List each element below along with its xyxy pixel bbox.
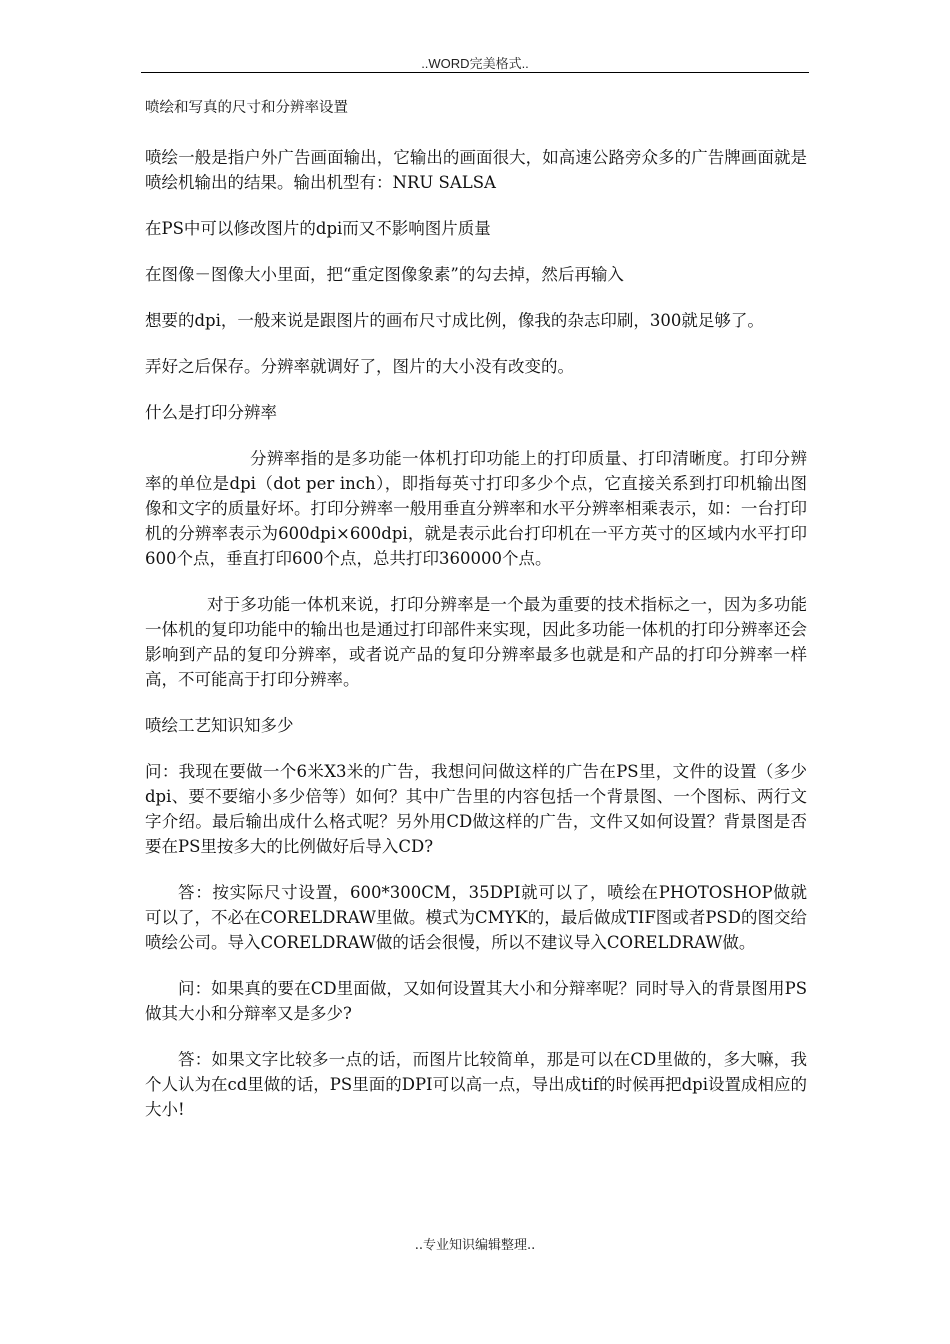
- paragraph-answer-1: 答：按实际尺寸设置，600*300CM，35DPI就可以了，喷绘在PHOTOSHOP做就可以了，不必在CORELDRAW里做。模式为CMYK的，最后做成TIF图或者PSD的图交给喷绘公司。导入CORELDRAW做的话会很慢，所以不建议导入CORELDRAW做。: [145, 883, 807, 952]
- paragraph-resolution-importance: 对于多功能一体机来说，打印分辨率是一个最为重要的技术指标之一，因为多功能一体机的复印功能中的输出也是通过打印部件来实现，因此多功能一体机的打印分辨率还会影响到产品的复印分辨率，或者说产品的复印分辨率最多也就是和产品的打印分辨率一样高，不可能高于打印分辨率。: [145, 595, 807, 689]
- paragraph-desired-dpi: 想要的dpi，一般来说是跟图片的画布尺寸成比例，像我的杂志印刷，300就足够了。: [145, 311, 764, 330]
- document-body: [145, 98, 807, 1122]
- document-title: 喷绘和写真的尺寸和分辨率设置: [145, 100, 348, 116]
- section-heading-print-resolution: 什么是打印分辨率: [145, 403, 277, 422]
- page-header: ..WORD完美格式..: [421, 56, 529, 71]
- header-divider: [141, 72, 809, 73]
- page-footer: ..专业知识编辑整理..: [414, 1238, 536, 1253]
- paragraph-question-1: 问：我现在要做一个6米X3米的广告，我想问问做这样的广告在PS里，文件的设置（多少dpi、要不要缩小多少倍等）如何？其中广告里的内容包括一个背景图、一个图标、两行文字介绍。最后输出成什么格式呢？另外用CD做这样的广告，文件又如何设置？背景图是否要在PS里按多大的比例做好后导入CD?: [145, 762, 807, 856]
- paragraph-resolution-definition: 分辨率指的是多功能一体机打印功能上的打印质量、打印清晰度。打印分辨率的单位是dpi（dot per inch），即指每英寸打印多少个点，它直接关系到打印机输出图像和文字的质量好坏。打印分辨率一般用垂直分辨率和水平分辨率相乘表示，如：一台打印机的分辨率表示为600dpi×600dpi，就是表示此台打印机在一平方英寸的区域内水平打印600个点，垂直打印600个点，总共打印360000个点。: [145, 449, 807, 568]
- paragraph-question-2: 问：如果真的要在CD里面做，又如何设置其大小和分辩率呢？同时导入的背景图用PS做其大小和分辩率又是多少?: [145, 979, 807, 1023]
- paragraph-inkjet-intro: 喷绘一般是指户外广告画面输出，它输出的画面很大，如高速公路旁众多的广告牌画面就是喷绘机输出的结果。输出机型有：NRU SALSA: [145, 148, 807, 192]
- paragraph-save: 弄好之后保存。分辨率就调好了，图片的大小没有改变的。: [145, 357, 574, 376]
- paragraph-answer-2: 答：如果文字比较多一点的话，而图片比较简单，那是可以在CD里做的，多大嘛，我个人认为在cd里做的话，PS里面的DPI可以高一点，导出成tif的时候再把dpi设置成相应的大小!: [145, 1050, 807, 1119]
- paragraph-image-size: 在图像－图像大小里面，把“重定图像象素”的勾去掉，然后再输入: [145, 265, 624, 284]
- section-heading-inkjet-knowledge: 喷绘工艺知识知多少: [145, 716, 294, 735]
- paragraph-ps-dpi: 在PS中可以修改图片的dpi而又不影响图片质量: [145, 219, 491, 238]
